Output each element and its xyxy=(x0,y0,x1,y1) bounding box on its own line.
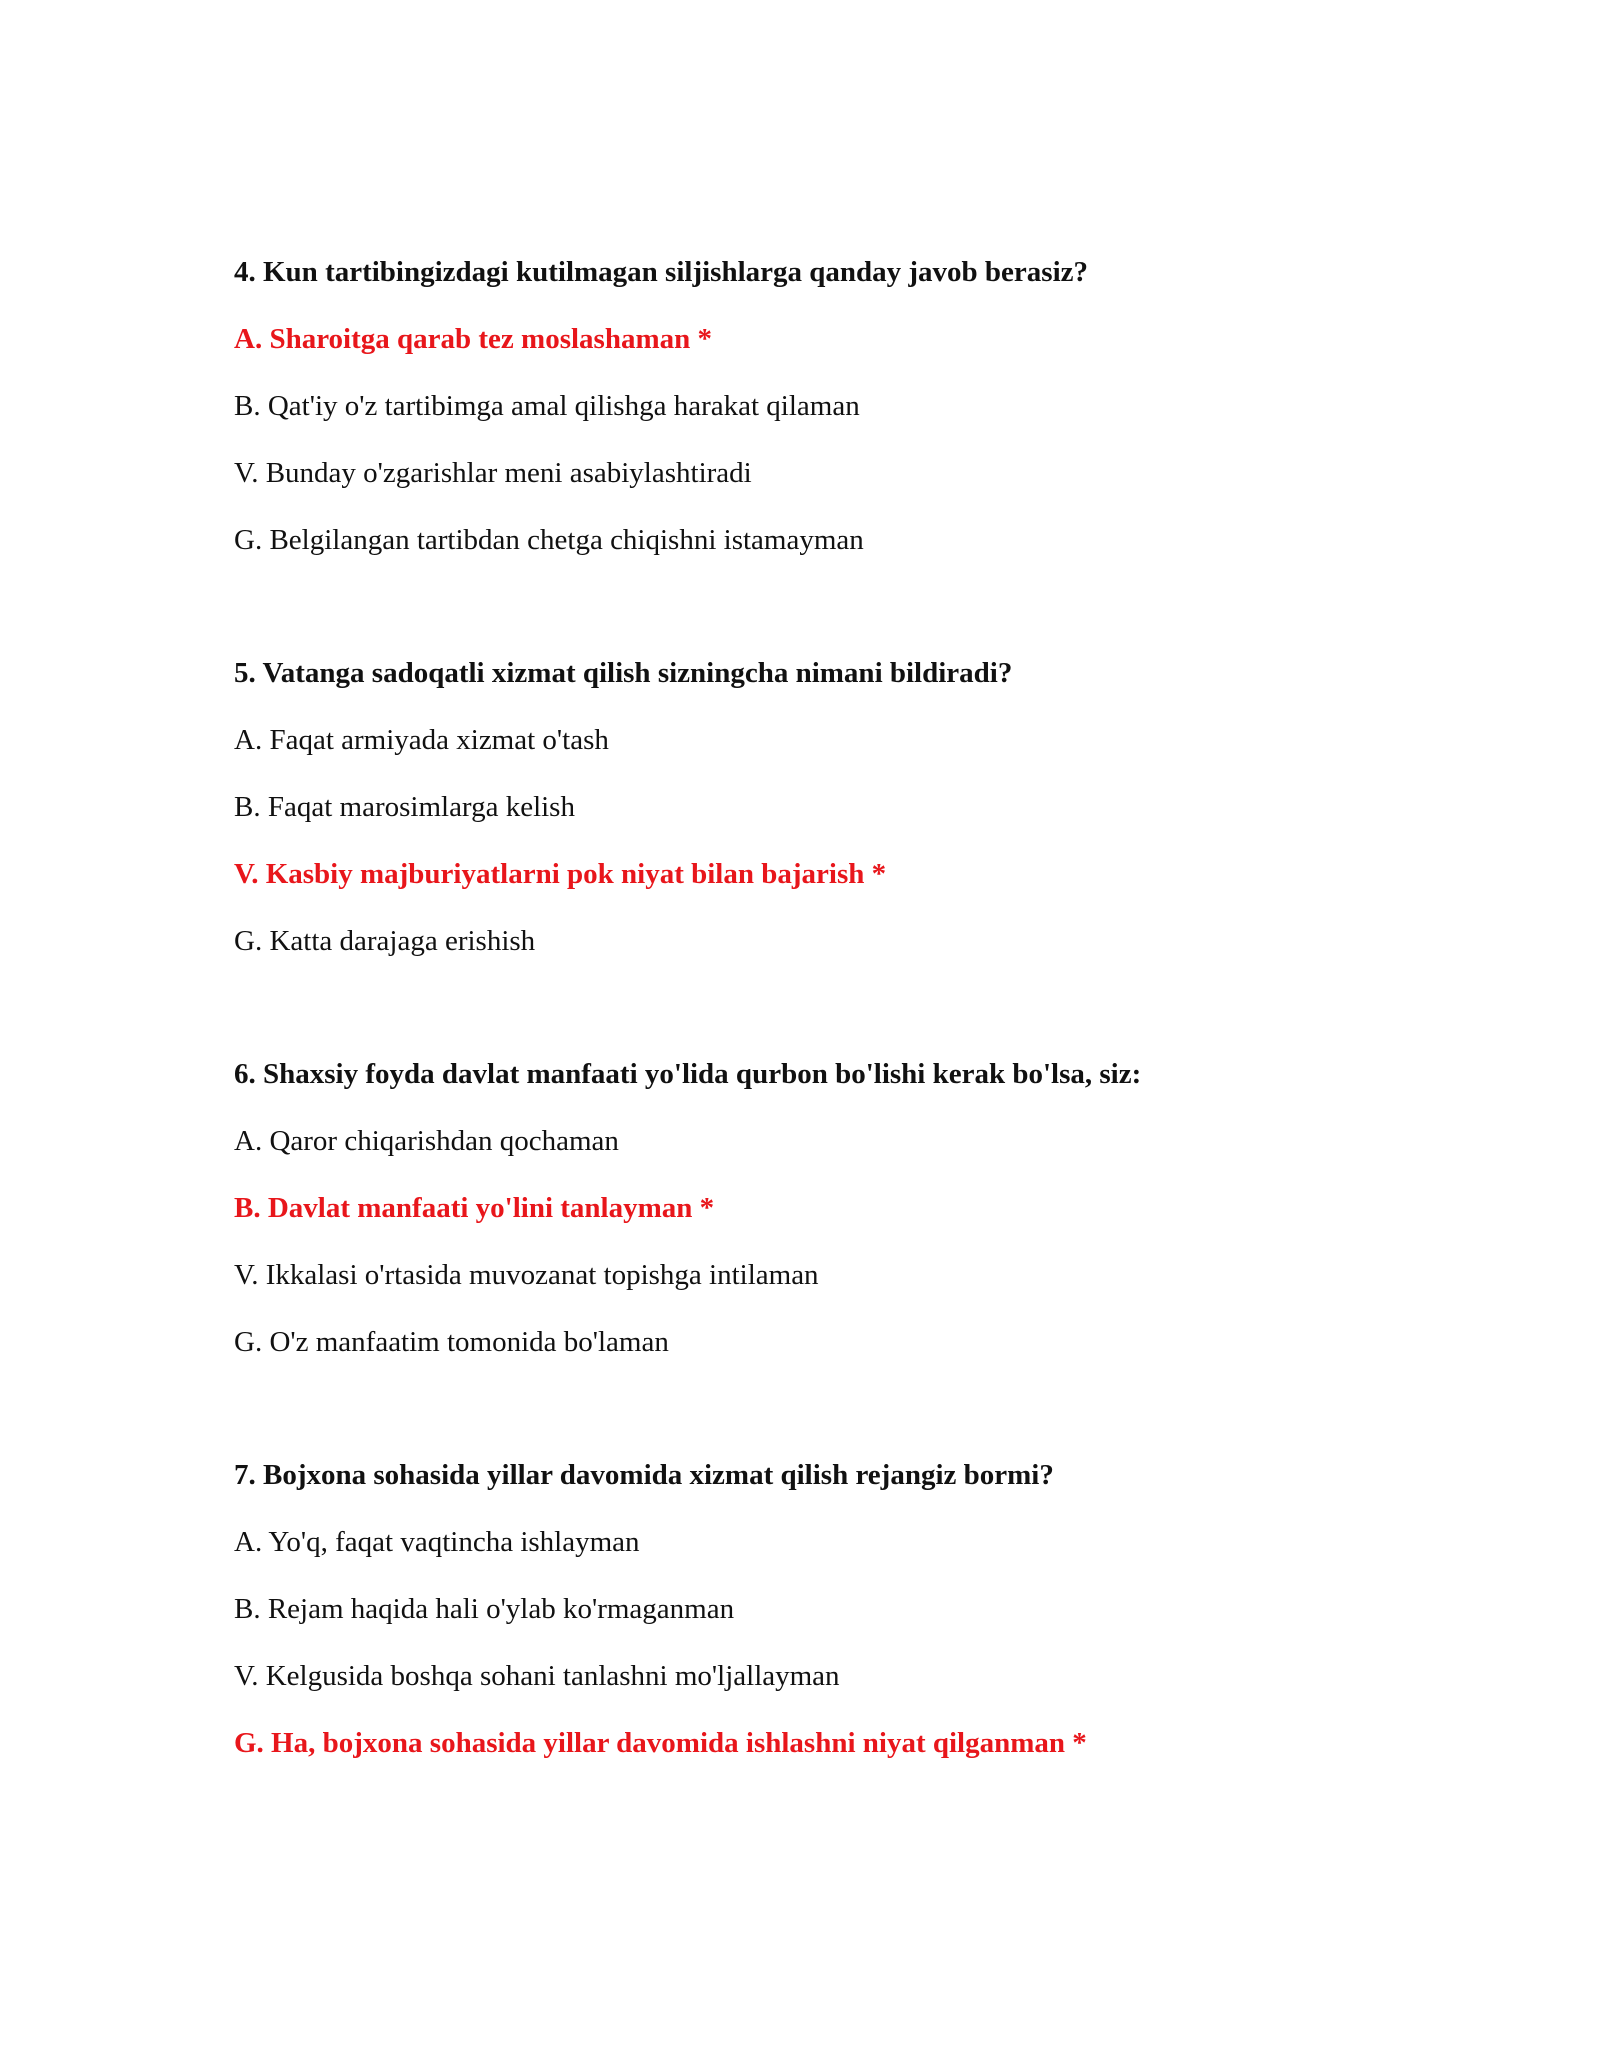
question-title: 7. Bojxona sohasida yillar davomida xizmat qilish rejangiz bormi? xyxy=(234,1459,1054,1491)
answer-option: V. Bunday o'zgarishlar meni asabiylashtiradi xyxy=(234,457,752,489)
question-title: 5. Vatanga sadoqatli xizmat qilish sizningcha nimani bildiradi? xyxy=(234,657,1013,689)
answer-option: G. Belgilangan tartibdan chetga chiqishni istamayman xyxy=(234,524,864,556)
question-title: 6. Shaxsiy foyda davlat manfaati yo'lida qurbon bo'lishi kerak bo'lsa, siz: xyxy=(234,1058,1142,1090)
answer-option: G. Katta darajaga erishish xyxy=(234,925,536,957)
answer-option: V. Kasbiy majburiyatlarni pok niyat bilan bajarish * xyxy=(234,858,887,890)
answer-option: B. Davlat manfaati yo'lini tanlayman * xyxy=(234,1192,715,1224)
answer-option: A. Qaror chiqarishdan qochaman xyxy=(234,1125,619,1157)
answer-option: B. Faqat marosimlarga kelish xyxy=(234,791,575,823)
answer-option: G. O'z manfaatim tomonida bo'laman xyxy=(234,1326,669,1358)
question-6 xyxy=(234,1056,1414,1360)
answer-option: B. Rejam haqida hali o'ylab ko'rmaganman xyxy=(234,1593,735,1625)
answer-option: V. Kelgusida boshqa sohani tanlashni mo'ljallayman xyxy=(234,1660,840,1692)
answer-option: B. Qat'iy o'z tartibimga amal qilishga harakat qilaman xyxy=(234,390,860,422)
answer-option: A. Faqat armiyada xizmat o'tash xyxy=(234,724,609,756)
question-7 xyxy=(234,1457,1414,1761)
answer-option: A. Yo'q, faqat vaqtincha ishlayman xyxy=(234,1526,640,1558)
answer-option: G. Ha, bojxona sohasida yillar davomida ishlashni niyat qilganman * xyxy=(234,1727,1087,1759)
question-5 xyxy=(234,655,1414,959)
question-title: 4. Kun tartibingizdagi kutilmagan siljishlarga qanday javob berasiz? xyxy=(234,256,1089,288)
question-4 xyxy=(234,254,1414,558)
answer-option: A. Sharoitga qarab tez moslashaman * xyxy=(234,323,712,355)
answer-option: V. Ikkalasi o'rtasida muvozanat topishga intilaman xyxy=(234,1259,819,1291)
